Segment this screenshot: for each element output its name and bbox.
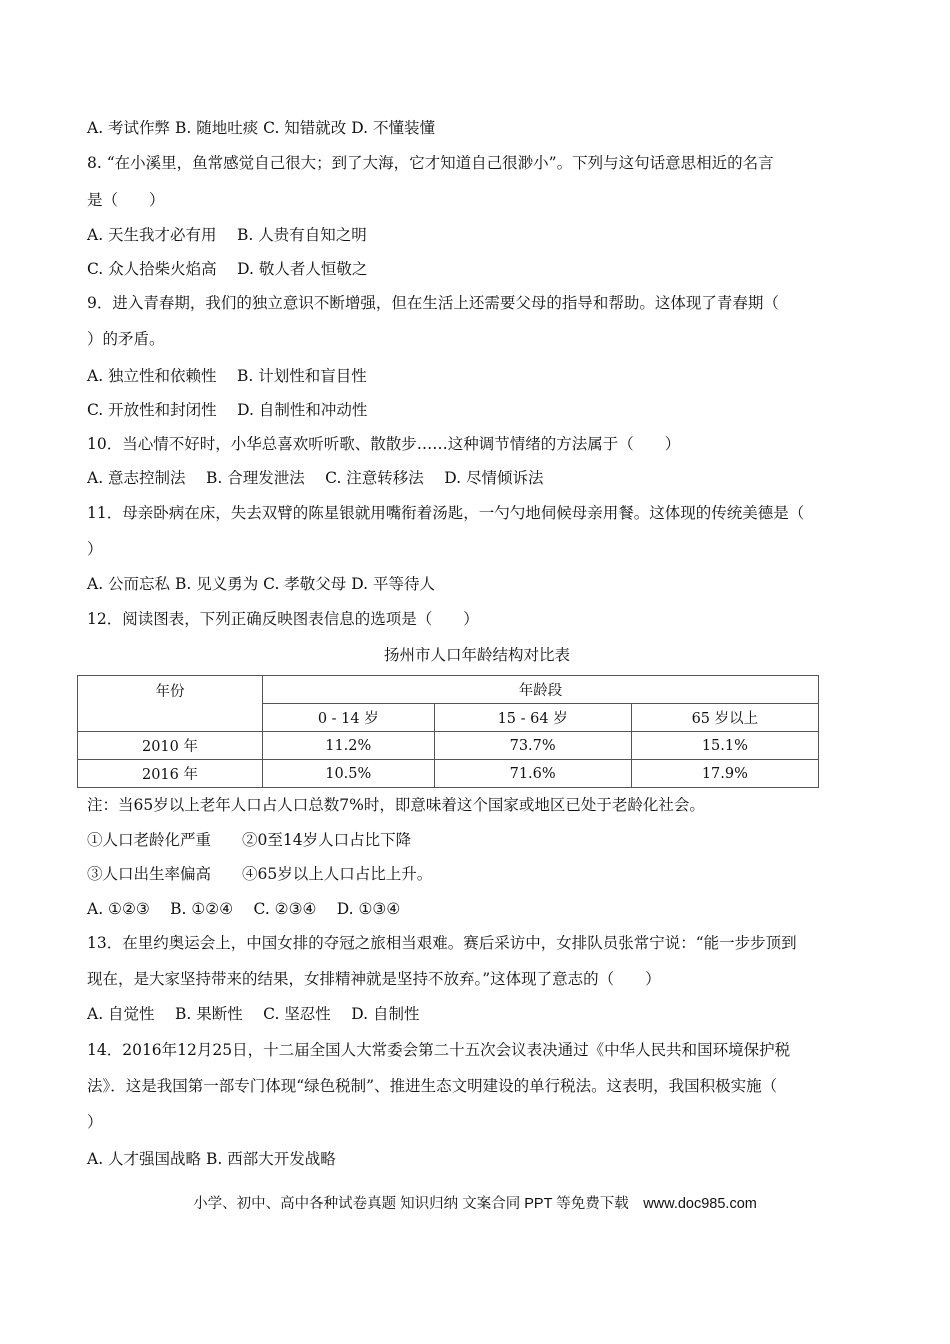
col-header: 0 - 14 岁 (263, 704, 435, 732)
year-cell: 2016 年 (78, 760, 263, 788)
q9-stem: 9．进入青春期，我们的独立意识不断增强，但在生活上还需要父母的指导和帮助。这体现了青春期（ (87, 294, 779, 312)
q8-stem: 8. “在小溪里，鱼常感觉自己很大；到了大海，它才知道自己很渺小”。下列与这句话意思相近的名言 (87, 154, 774, 172)
value-cell: 71.6% (434, 760, 631, 788)
q14-stem-cont: 法》．这是我国第一部专门体现“绿色税制”、推进生态文明建设的单行税法。这表明，我国积极实施（ (87, 1077, 778, 1095)
year-header: 年份 (78, 676, 263, 732)
value-cell: 17.9% (631, 760, 818, 788)
q9-options-ab: A. 独立性和依赖性 B. 计划性和盲目性 (87, 367, 367, 385)
age-header: 年龄段 (263, 676, 819, 704)
table-row (78, 760, 819, 788)
q10-options: A. 意志控制法 B. 合理发泄法 C. 注意转移法 D. 尽情倾诉法 (87, 469, 544, 487)
q14-options: A. 人才强国战略 B. 西部大开发战略 (87, 1150, 336, 1168)
q13-stem-cont: 现在，是大家坚持带来的结果，女排精神就是坚持不放弃。”这体现了意志的（ ） (87, 970, 661, 988)
table-row (78, 732, 819, 760)
q8-options-ab: A. 天生我才必有用 B. 人贵有自知之明 (87, 226, 367, 244)
population-table (77, 675, 819, 788)
footer-text: 小学、初中、高中各种试卷真题 知识归纳 文案合同 PPT 等免费下载 www.doc985.com (193, 1196, 757, 1212)
q7-options: A. 考试作弊 B. 随地吐痰 C. 知错就改 D. 不懂装懂 (87, 119, 435, 137)
q8-options-cd: C. 众人拾柴火焰高 D. 敬人者人恒敬之 (87, 260, 368, 278)
table-title: 扬州市人口年龄结构对比表 (383, 646, 570, 664)
q9-stem-cont: ）的矛盾。 (87, 330, 165, 348)
value-cell: 15.1% (631, 732, 818, 760)
value-cell: 73.7% (434, 732, 631, 760)
q12-options: A. ①②③ B. ①②④ C. ②③④ D. ①③④ (87, 900, 401, 918)
col-header: 65 岁以上 (631, 704, 818, 732)
q12-stem: 12．阅读图表，下列正确反映图表信息的选项是（ ） (87, 610, 479, 628)
q14-stem-cont2: ） (87, 1113, 103, 1131)
q12-statements-1: ①人口老龄化严重 ②0至14岁人口占比下降 (87, 831, 412, 849)
q10-stem: 10．当心情不好时，小华总喜欢听听歌、散散步……这种调节情绪的方法属于（ ） (87, 435, 681, 453)
q8-stem-cont: 是（ ） (87, 191, 165, 209)
value-cell: 11.2% (263, 732, 435, 760)
q9-options-cd: C. 开放性和封闭性 D. 自制性和冲动性 (87, 401, 368, 419)
q11-stem-cont: ） (87, 540, 103, 558)
q11-stem: 11．母亲卧病在床，失去双臂的陈星银就用嘴衔着汤匙，一勺勺地伺候母亲用餐。这体现的传统美德是（ (87, 504, 805, 522)
q11-options: A. 公而忘私 B. 见义勇为 C. 孝敬父母 D. 平等待人 (87, 575, 435, 593)
year-cell: 2010 年 (78, 732, 263, 760)
q12-statements-2: ③人口出生率偏高 ④65岁以上人口占比上升。 (87, 865, 433, 883)
value-cell: 10.5% (263, 760, 435, 788)
q13-stem: 13．在里约奥运会上，中国女排的夺冠之旅相当艰难。赛后采访中，女排队员张常宁说：“能一步步顶到 (87, 934, 797, 952)
q13-options: A. 自觉性 B. 果断性 C. 坚忍性 D. 自制性 (87, 1005, 420, 1023)
q14-stem: 14．2016年12月25日，十二届全国人大常委会第二十五次会议表决通过《中华人民共和国环境保护税 (87, 1041, 791, 1059)
table-note: 注：当65岁以上老年人口占人口总数7%时，即意味着这个国家或地区已处于老龄化社会。 (87, 796, 705, 814)
col-header: 15 - 64 岁 (434, 704, 631, 732)
